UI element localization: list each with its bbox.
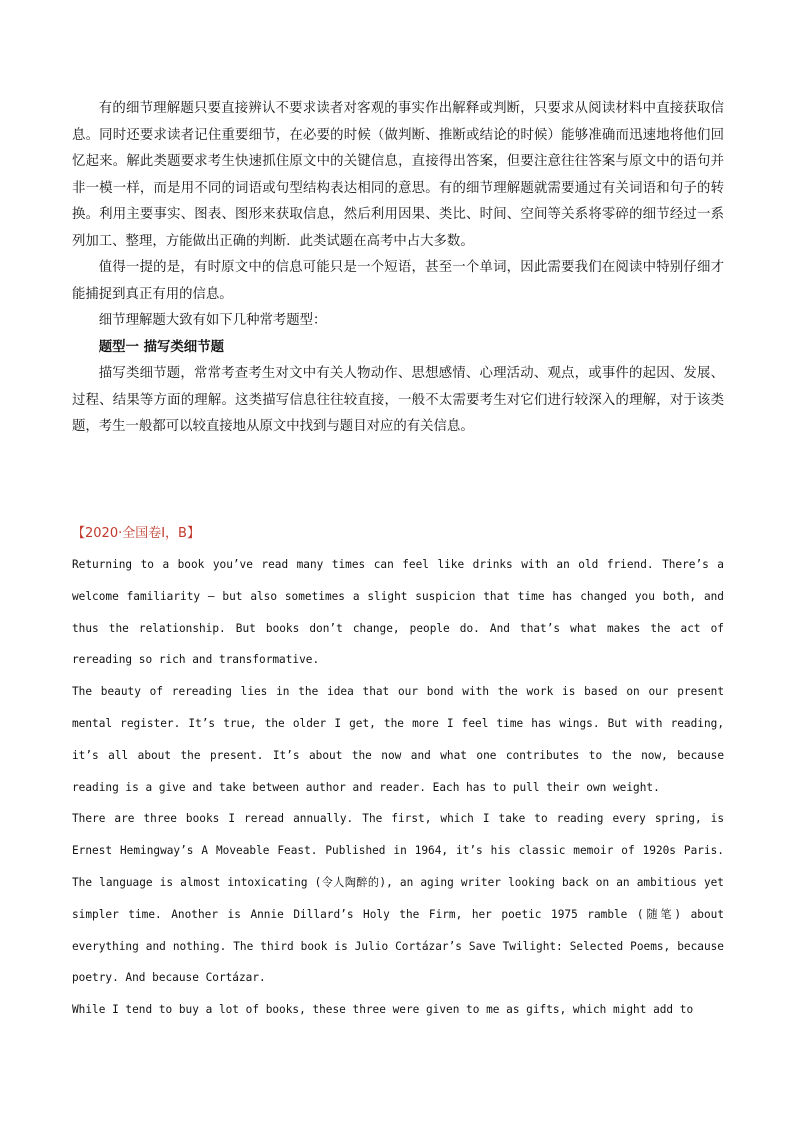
question-type-heading: 题型一 描写类细节题 <box>98 339 224 355</box>
en-paragraph-2: The beauty of rereading lies in the idea that our bond with the work is based on our present mental register. It’s true, the older I get, the more I feel time has wings. But with reading, it’s all about the present. It’s about the now and what one contributes to the now, because reading is a give and take between author and reader. Each has to pull their own weight. <box>72 685 724 794</box>
exam-source-tag: 【2020·全国卷I，B】 <box>72 526 200 541</box>
cn-paragraph-4: 描写类细节题，常常考查考生对文中有关人物动作、思想感情、心理活动、观点，或事件的起因、发展、过程、结果等方面的理解。这类描写信息往往较直接，一般不太需要考生对它们进行较深入的理解，对于该类题，考生一般都可以较直接地从原文中找到与题目对应的有关信息。 <box>72 366 724 434</box>
cn-paragraph-1: 有的细节理解题只要直接辨认不要求读者对客观的事实作出解释或判断，只要求从阅读材料中直接获取信息。同时还要求读者记住重要细节，在必要的时候（做判断、推断或结论的时候）能够准确而迅速地将他们回忆起来。解此类题要求考生快速抓住原文中的关键信息，直接得出答案，但要注意往往答案与原文中的语句并非一模一样，而是用不同的词语或句型结构表达相同的意思。有的细节理解题就需要通过有关词语和句子的转换。利用主要事实、图表、图形来获取信息，然后利用因果、类比、时间、空间等关系将零碎的细节经过一系列加工、整理，方能做出正确的判断．此类试题在高考中占大多数。 <box>72 101 724 249</box>
cn-paragraph-2: 值得一提的是，有时原文中的信息可能只是一个短语，甚至一个单词，因此需要我们在阅读中特别仔细才能捕捉到真正有用的信息。 <box>72 260 724 302</box>
chinese-explanation-section <box>72 96 724 441</box>
en-paragraph-1: Returning to a book you’ve read many times can feel like drinks with an old friend. There’s a welcome familiarity — but also sometimes a slight suspicion that time has changed you both, and thus the relationship. But books don’t change, people do. And that’s what makes the act of rereading so rich and transformative. <box>72 558 724 667</box>
cn-paragraph-3: 细节理解题大致有如下几种常考题型： <box>98 313 327 328</box>
en-paragraph-4: While I tend to buy a lot of books, these three were given to me as gifts, which might add to <box>72 1003 694 1017</box>
english-passage <box>72 549 724 1026</box>
en-paragraph-3: There are three books I reread annually. The first, which I take to reading every spring, is Ernest Hemingway’s A Moveable Feast. Published in 1964, it’s his classic memoir of 1920s Paris. The language is almost intoxicating (令人陶醉的), an aging writer looking back on an ambitious yet simpler time. Another is Annie Dillard’s Holy the Firm, her poetic 1975 ramble (随笔) about everything and nothing. The third book is Julio Cortázar’s Save Twilight: Selected Poems, because poetry. And because Cortázar. <box>72 812 724 985</box>
